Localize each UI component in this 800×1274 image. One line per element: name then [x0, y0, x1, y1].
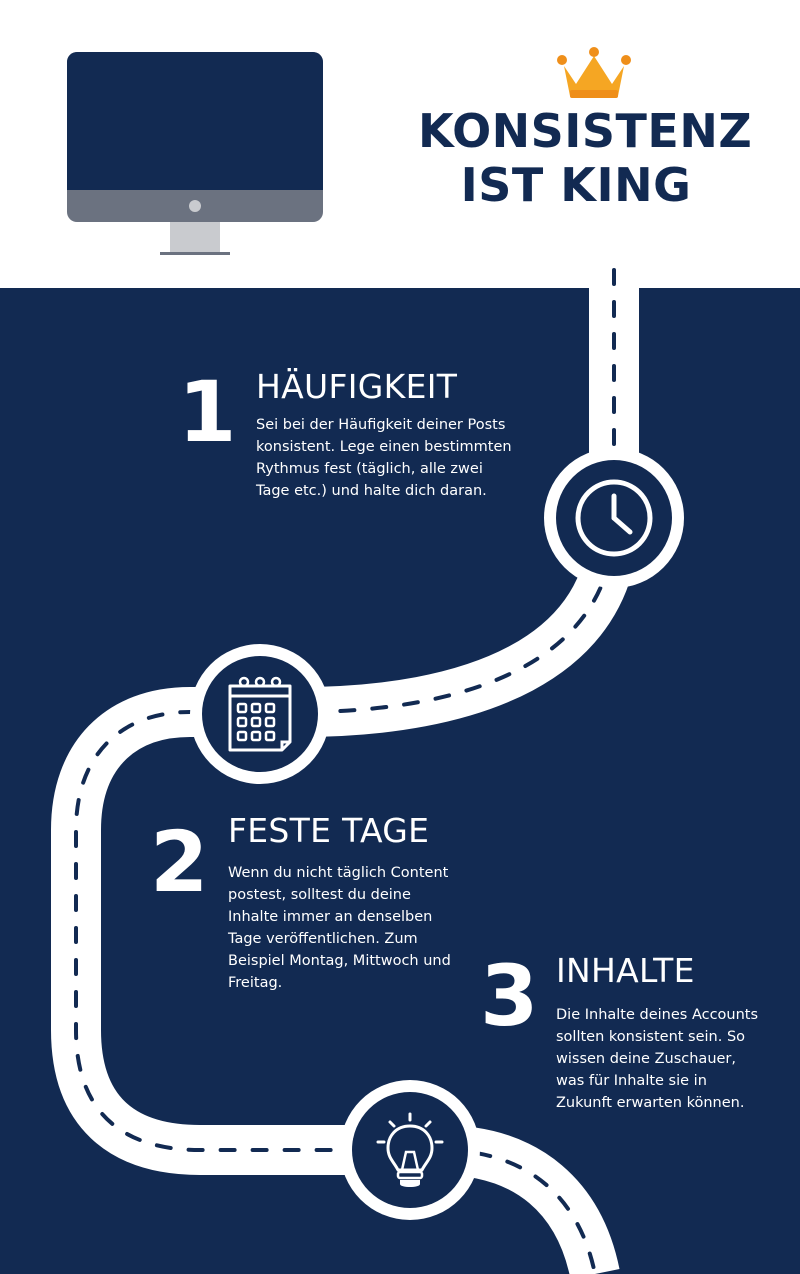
step-1-number: 1: [178, 363, 237, 461]
title-line-1: KONSISTENZ: [418, 104, 753, 158]
title-line-2: IST KING: [460, 158, 692, 212]
step-3-icon-circle: [340, 1080, 480, 1220]
step-3-text: Die Inhalte deines Accounts sollten konsistent sein. So wissen deine Zuschauer, was für Inhalte sie in Zukunft erwarten können.: [556, 1007, 759, 1111]
lightbulb-icon: [352, 1092, 468, 1208]
step-2-heading: FESTE TAGE: [228, 811, 430, 850]
calendar-icon: [202, 656, 318, 772]
step-1-heading: HÄUFIGKEIT: [256, 367, 458, 406]
step-2-text: Wenn du nicht täglich Content postest, solltest du deine Inhalte immer an denselben Tage veröffentlichen. Zum Beispiel Montag, Mittwoch und Freitag.: [228, 865, 451, 991]
step-1-icon-circle: [544, 448, 684, 588]
step-1-text: Sei bei der Häufigkeit deiner Posts konsistent. Lege einen bestimmten Rythmus fest (täglich, alle zwei Tage etc.) und halte dich daran.: [256, 417, 512, 499]
step-3-heading: INHALTE: [556, 951, 695, 990]
step-3-number: 3: [480, 947, 539, 1045]
step-2-icon-circle: [190, 644, 330, 784]
clock-icon: [556, 460, 672, 576]
step-2-number: 2: [150, 813, 209, 911]
